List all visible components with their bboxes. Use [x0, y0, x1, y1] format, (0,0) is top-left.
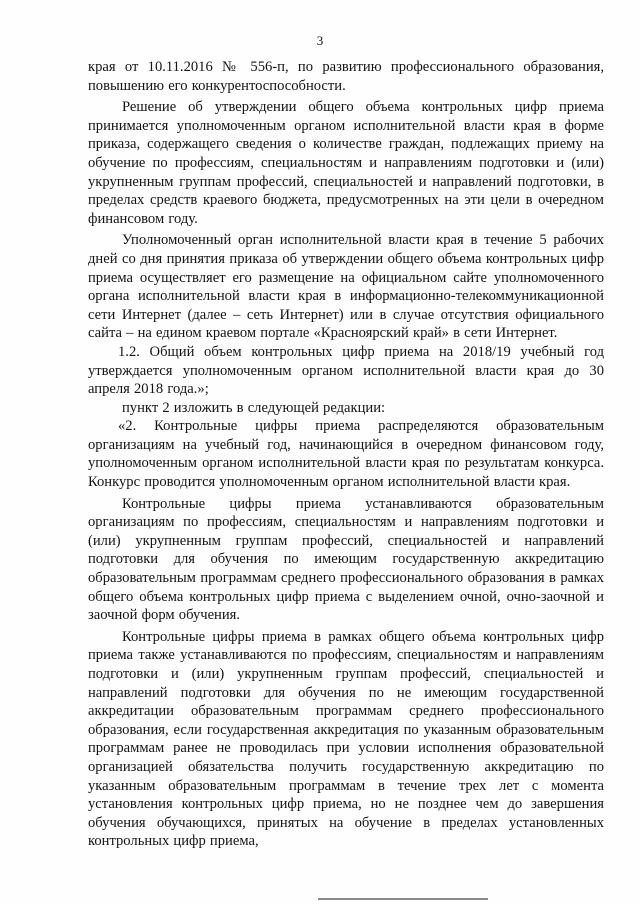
paragraph-2-distribution: «2. Контрольные цифры приема распределяются образовательным организациям на учебный год, начинающийся в очередном финансовом году, уполномоченным органом исполнительной власти края по результатам конкурса. Конкурс проводится уполномоченным органом исполнительной власти края. — [88, 418, 604, 491]
paragraph-accredited-programs: Контрольные цифры приема устанавливаются образовательным организациям по профессиям, специальностям и направлениям подготовки и (или) укрупненным группам профессий, специальностей и направлений подготовки для обучения по имеющим государственную аккредитацию образовательным программам среднего профессионального образования в рамках общего объема контрольных цифр приема с выделением очной, очно-заочной и заочной форм обучения. — [88, 495, 604, 624]
paragraph-continuation: края от 10.11.2016 № 556-п, по развитию профессионального образования, повышению его конкурентоспособности. — [88, 59, 604, 94]
document-body — [88, 58, 604, 851]
scan-edge-line — [318, 898, 488, 900]
paragraph-decision-approval: Решение об утверждении общего объема контрольных цифр приема принимается уполномоченным органом исполнительной власти края в форме приказа, содержащего сведения о количестве граждан, подлежащих приему на обучение по профессиям, специальностям и направлениям подготовки и (или) укрупненным группам профессий, специальностей и направлений подготовки, в пределах средств краевого бюджета, предусмотренных на эти цели в очередном финансовом году. — [88, 99, 604, 227]
paragraph-point-2-amendment: пункт 2 изложить в следующей редакции: — [122, 399, 386, 416]
paragraph-authorized-body-publication: Уполномоченный орган исполнительной власти края в течение 5 рабочих дней со дня принятия приказа об утверждении общего объема контрольных цифр приема осуществляет его размещение на официальном сайте уполномоченного органа исполнительной власти края в информационно-телекоммуникационной сети Интернет (далее – сеть Интернет) или в случае отсутствия официального сайта – на едином краевом портале «Красноярский край» в сети Интернет. — [88, 232, 604, 342]
paragraph-non-accredited-programs: Контрольные цифры приема в рамках общего объема контрольных цифр приема также устанавливаются по профессиям, специальностям и направлениям подготовки и (или) укрупненным группам профессий, специальностей и направлений подготовки для обучения по не имеющим государственной аккредитации образовательным программам среднего профессионального образования, если государственная аккредитация по указанным образовательным программам ранее не проводилась при условии исполнения образовательной организацией обязательства получить государственную аккредитацию по указанным образовательным программам в течение трех лет с момента установления контрольных цифр приема, но не позднее чем до завершения обучения обучающихся, принятых на обучение в пределах установленных контрольных цифр приема, — [88, 628, 604, 850]
page-number: 3 — [316, 33, 324, 48]
paragraph-1-2-total-volume: 1.2. Общий объем контрольных цифр приема на 2018/19 учебный год утверждается уполномоченным органом исполнительной власти края до 30 апреля 2018 года.»; — [88, 343, 604, 398]
